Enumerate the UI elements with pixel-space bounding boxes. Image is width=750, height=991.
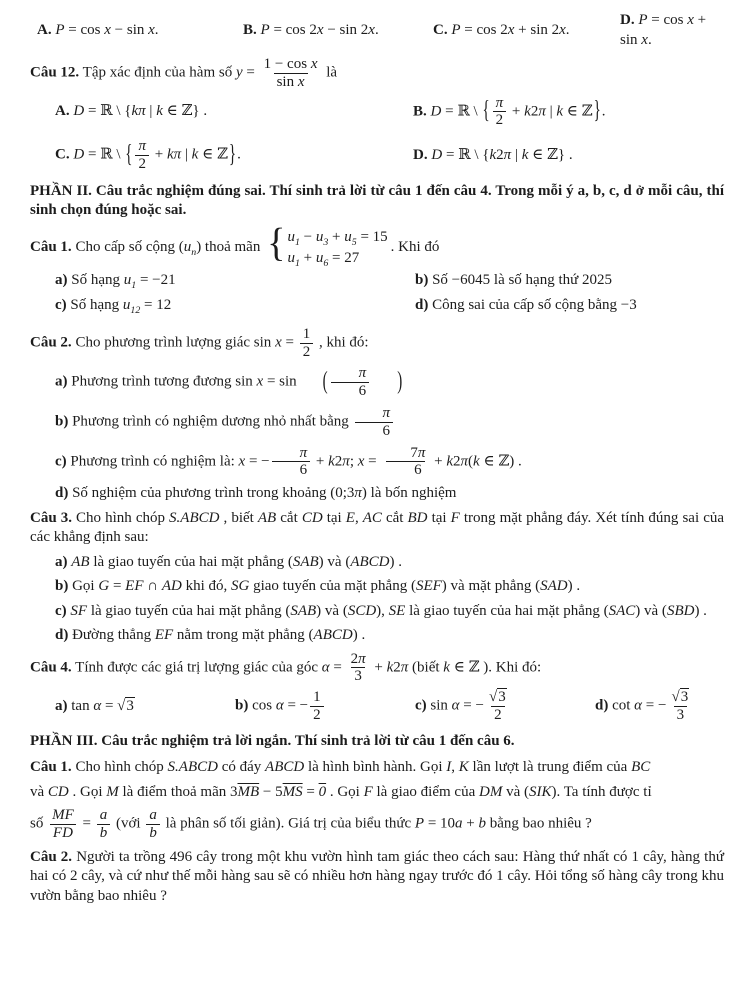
option-d: D. P = cos x + sin x. [620, 12, 707, 48]
p2-question-4-items [30, 689, 724, 724]
item-c: c) Số hạng $u_{12} = 12$ [55, 297, 172, 317]
item-b: b) Phương trình có nghiệm dương nhỏ nhất bằng $\frac{\pi}{6}$ [30, 405, 724, 440]
question-12-stem: Câu 12. Tập xác định của hàm số y = $\frac{\text{1 − cos x}}{\text{sin x}}$ là [30, 56, 338, 90]
item-a: a) Phương trình tương đương sin x = sin ( $\frac{\pi}{6}$ ) [55, 365, 403, 400]
p3-question-1-line1: Câu 1. Cho hình chóp S.ABCD có đáy ABCD là hình bình hành. Gọi I, K lần lượt là trung điểm của BC [30, 759, 651, 776]
item-b: b) Số −6045 là số hạng thứ 2025 [415, 271, 613, 288]
p2-question-2-stem: Câu 2. Cho phương trình lượng giác sin x = $\frac{1}{2}$ , khi đó: [30, 325, 369, 360]
part3-header: PHẦN III. Câu trắc nghiệm trả lời ngắn. Thí sinh trả lời từ câu 1 đến câu 6. [30, 732, 515, 749]
item-d: d) Công sai của cấp số cộng bằng −3 [415, 297, 637, 314]
p3-question-1-line2: và CD . Gọi M là điểm thoả mãn $3\overline{MB} - 5\overline{MS} = 0$ . Gọi F là giao điểm của DM và (SIK). Ta tính được tỉ [30, 783, 652, 800]
option-c: C. D = ℝ \ { $\frac{\pi}{2}$ + kπ | k ∈ ℤ}. [55, 138, 241, 172]
p2-question-3-stem: Câu 3. Cho hình chóp S.ABCD , biết AB cắt CD tại E, AC cắt BD tại F trong mặt phẳng đáy. Xét tính đúng sai của các khẳng định sau: [30, 509, 725, 546]
p2-question-1-stem: Câu 1. Cho cấp số cộng $(u_n)$ thoả mãn { $u_1 - u_3 + u_5 = 15$ $u_1 + u_6 = 27$ . Khi đó [30, 228, 724, 267]
option-c: C. P = cos 2x + sin 2x. [433, 21, 570, 38]
option-a: A. P = cos x − sin x. [37, 21, 159, 38]
p2-question-1-items [30, 271, 724, 316]
p3-question-1-line3: số $\frac{MF}{FD}$ = $\frac{a}{b}$ (với $\frac{a}{b}$ là phân số tối giản). Giá trị của biểu thức P = 10a + b bằng bao nhiêu ? [30, 807, 592, 842]
option-b: B. D = ℝ \ { $\frac{\pi}{2}$ + k2π | k ∈ ℤ}. [413, 94, 606, 129]
item-b: b) Gọi G = EF ∩ AD khi đó, SG giao tuyến của mặt phẳng (SEF) và mặt phẳng (SAD) . [55, 578, 581, 595]
item-b: b) cos α = − $\frac{1}{2}$ [235, 689, 415, 724]
p3-question-2: Câu 2. Người ta trồng 496 cây trong một khu vườn hình tam giác theo cách sau: Hàng thứ nhất có 1 cây, hàng thứ hai có 2 cây, và cứ như thế mỗi hàng sau sẽ có nhiều hơn hàng ngay trước đó 1 cây. Hỏi tổng số hàng cây trong khu vườn bằng bao nhiêu ? [30, 848, 724, 904]
item-c: c) Phương trình có nghiệm là: x = − $\frac{\pi}{6}$ + k2π; x = $\frac{7\pi}{6}$ + k2π(k ∈ ℤ) . [55, 444, 522, 479]
p2-question-4-stem: Câu 4. Tính được các giá trị lượng giác của góc α = $\frac{2\pi}{3}$ + k2π (biết k ∈ ℤ ). Khi đó: [30, 650, 542, 685]
option-a: A. D = ℝ \ {kπ | k ∈ ℤ} . [55, 103, 208, 120]
item-a: a) Số hạng $u_1 = -21$ [55, 271, 176, 291]
item-d: d) Số nghiệm của phương trình trong khoảng (0;3π) là bốn nghiệm [55, 485, 457, 502]
item-c: c) sin α = − √ $\frac{3}{2}$ [415, 689, 595, 724]
item-a: a) tan α = √ 3 [55, 697, 235, 717]
option-b: B. P = cos 2x − sin 2x. [243, 21, 379, 38]
mc-options-row [30, 11, 724, 50]
item-d: d) Đường thẳng EF nằm trong mặt phẳng (ABCD) . [55, 627, 366, 644]
item-d: d) cot α = − √ $\frac{3}{3}$ [595, 689, 724, 724]
question-12-options [30, 95, 724, 173]
item-a: a) AB là giao tuyến của hai mặt phẳng (SAB) và (ABCD) . [55, 553, 402, 570]
part2-header: PHẦN II. Câu trắc nghiệm đúng sai. Thí sinh trả lời từ câu 1 đến câu 4. Trong mỗi ý a, b, c, d ở mỗi câu, thí sinh chọn đúng hoặc sai. [30, 182, 724, 219]
item-c: c) SF là giao tuyến của hai mặt phẳng (SAB) và (SCD), SE là giao tuyến của hai mặt phẳng (SAC) và (SBD) . [55, 602, 707, 619]
option-d: D. D = ℝ \ {k2π | k ∈ ℤ} . [413, 146, 573, 163]
